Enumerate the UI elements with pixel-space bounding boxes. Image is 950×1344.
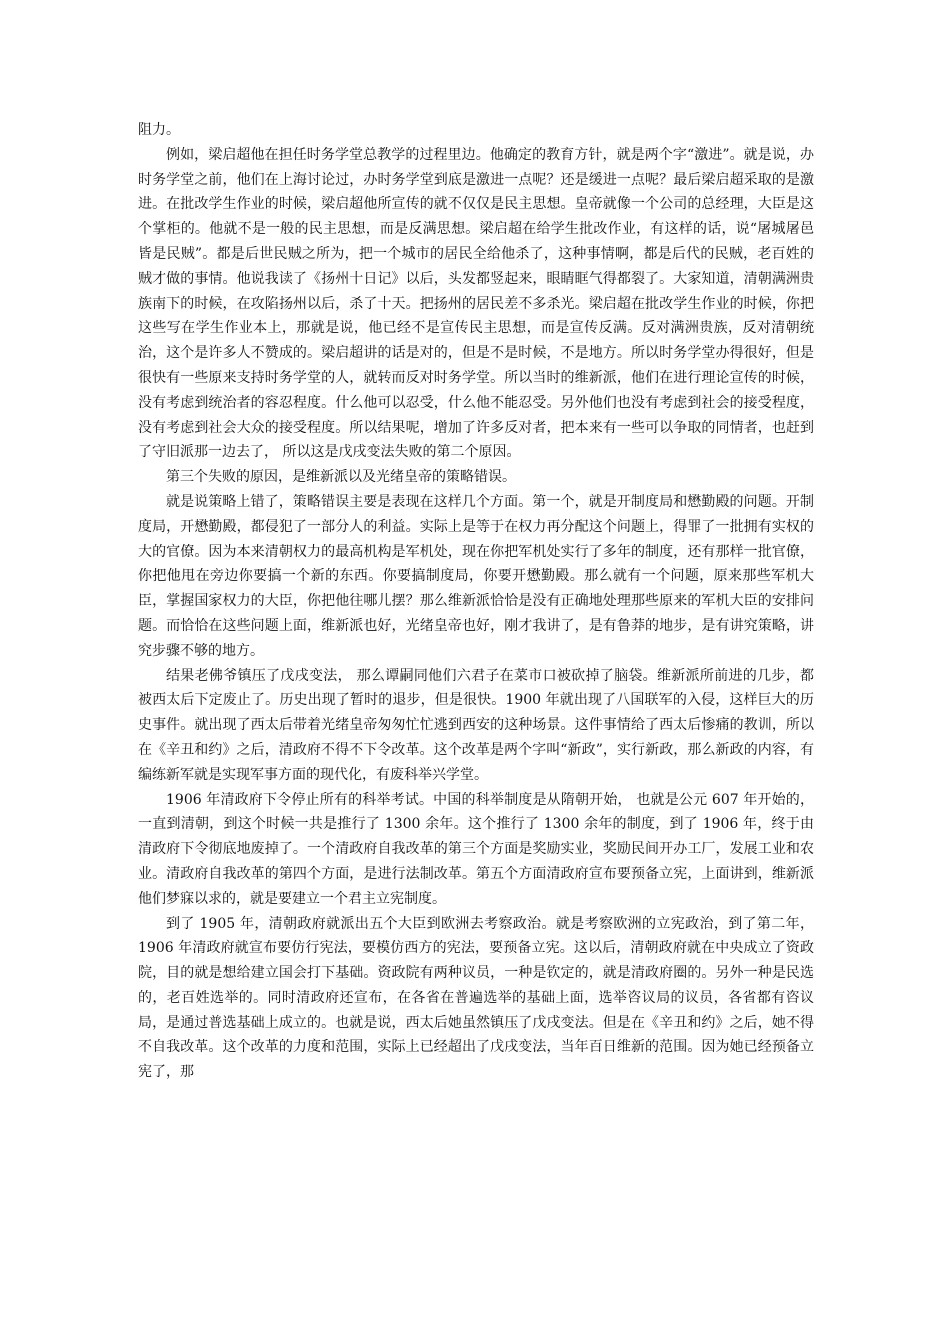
- paragraph: 第三个失败的原因，是维新派以及光绪皇帝的策略错误。: [166, 469, 516, 486]
- paragraph: 1906 年清政府下令停止所有的科举考试。中国的科举制度是从隋朝开始， 也就是公元 607 年开始的，一直到清朝，到这个时候一共是推行了 1300 余年。这个推行了 1300 余年的制度，到了 1906 年，终于由清政府下令彻底地废掉了。一个清政府自我改革的第三个方面是奖励实业，奖励民间开办工厂，发展工业和农业。清政府自我改革的第四个方面，是进行法制改革。第五个方面清政府宣布要预备立宪，上面讲到，维新派他们梦寐以求的，就是要建立一个君主立宪制度。: [138, 791, 814, 907]
- paragraph: 就是说策略上错了，策略错误主要是表现在这样几个方面。第一个，就是开制度局和懋勤殿的问题。开制度局，开懋勤殿，都侵犯了一部分人的利益。实际上是等于在权力再分配这个问题上，得罪了一批拥有实权的大的官僚。因为本来清朝权力的最高机构是军机处，现在你把军机处实行了多年的制度，还有那样一批官僚，你把他甩在旁边你要搞一个新的东西。你要搞制度局，你要开懋勤殿。那么就有一个问题，原来那些军机大臣，掌握国家权力的大臣，你把他往哪儿摆？那么维新派恰恰是没有正确地处理那些原来的军机大臣的安排问题。而恰恰在这些问题上面，维新派也好，光绪皇帝也好，刚才我讲了，是有鲁莽的地步，是有讲究策略，讲究步骤不够的地方。: [138, 493, 814, 659]
- paragraph: 例如，梁启超他在担任时务学堂总教学的过程里边。他确定的教育方针，就是两个字“激进”。就是说，办时务学堂之前，他们在上海讨论过，办时务学堂到底是激进一点呢？还是缓进一点呢？最后梁启超采取的是激进。在批改学生作业的时候，梁启超他所宣传的就不仅仅是民主思想。皇帝就像一个公司的总经理，大臣是这个掌柜的。他就不是一般的民主思想，而是反满思想。梁启超在给学生批改作业，有这样的话，说“屠城屠邑皆是民贼”。都是后世民贼之所为，把一个城市的居民全给他杀了，这种事情啊，都是后代的民贼，老百姓的贼才做的事情。他说我读了《扬州十日记》以后，头发都竖起来，眼睛眶气得都裂了。大家知道，清朝满洲贵族南下的时候，在攻陷扬州以后，杀了十天。把扬州的居民差不多杀光。梁启超在批改学生作业的时候，你把这些写在学生作业本上，那就是说，他已经不是宣传民主思想，而是宣传反满。反对满洲贵族，反对清朝统治，这个是许多人不赞成的。梁启超讲的话是对的，但是不是时候，不是地方。所以时务学堂办得很好，但是很快有一些原来支持时务学堂的人，就转而反对时务学堂。所以当时的维新派，他们在进行理论宣传的时候，没有考虑到统治者的容忍程度。什么他可以忍受，什么他不能忍受。另外他们也没有考虑到社会的接受程度，没有考虑到社会大众的接受程度。所以结果呢，增加了许多反对者，把本来有一些可以争取的同情者，也赶到了守旧派那一边去了， 所以这是戊戌变法失败的第二个原因。: [138, 146, 814, 461]
- paragraph: 阻力。: [138, 122, 180, 138]
- paragraph: 到了 1905 年，清朝政府就派出五个大臣到欧洲去考察政治。就是考察欧洲的立宪政治，到了第二年，1906 年清政府就宣布要仿行宪法，要模仿西方的宪法，要预备立宪。这以后，清朝政府就在中央成立了资政院，目的就是想给建立国会打下基础。资政院有两种议员，一种是钦定的，就是清政府圈的。另外一种是民选的，老百姓选举的。同时清政府还宣布，在各省在普遍选举的基础上面，选举咨议局的议员，各省都有咨议局，是通过普选基础上成立的。也就是说，西太后她虽然镇压了戊戌变法。但是在《辛丑和约》之后，她不得不自我改革。这个改革的力度和范围，实际上已经超出了戊戌变法，当年百日维新的范围。因为她已经预备立宪了，那: [138, 915, 814, 1081]
- paragraph: 结果老佛爷镇压了戊戌变法， 那么谭嗣同他们六君子在菜市口被砍掉了脑袋。维新派所前进的几步，都被西太后下定废止了。历史出现了暂时的退步，但是很快。1900 年就出现了八国联军的入侵，这样巨大的历史事件。就出现了西太后带着光绪皇帝匆匆忙忙逃到西安的这种场景。这件事情给了西太后惨痛的教训，所以在《辛丑和约》之后，清政府不得不下令改革。这个改革是两个字叫“新政”，实行新政，那么新政的内容，有编练新军就是实现军事方面的现代化，有废科举兴学堂。: [138, 667, 814, 783]
- document-body: [138, 118, 814, 1085]
